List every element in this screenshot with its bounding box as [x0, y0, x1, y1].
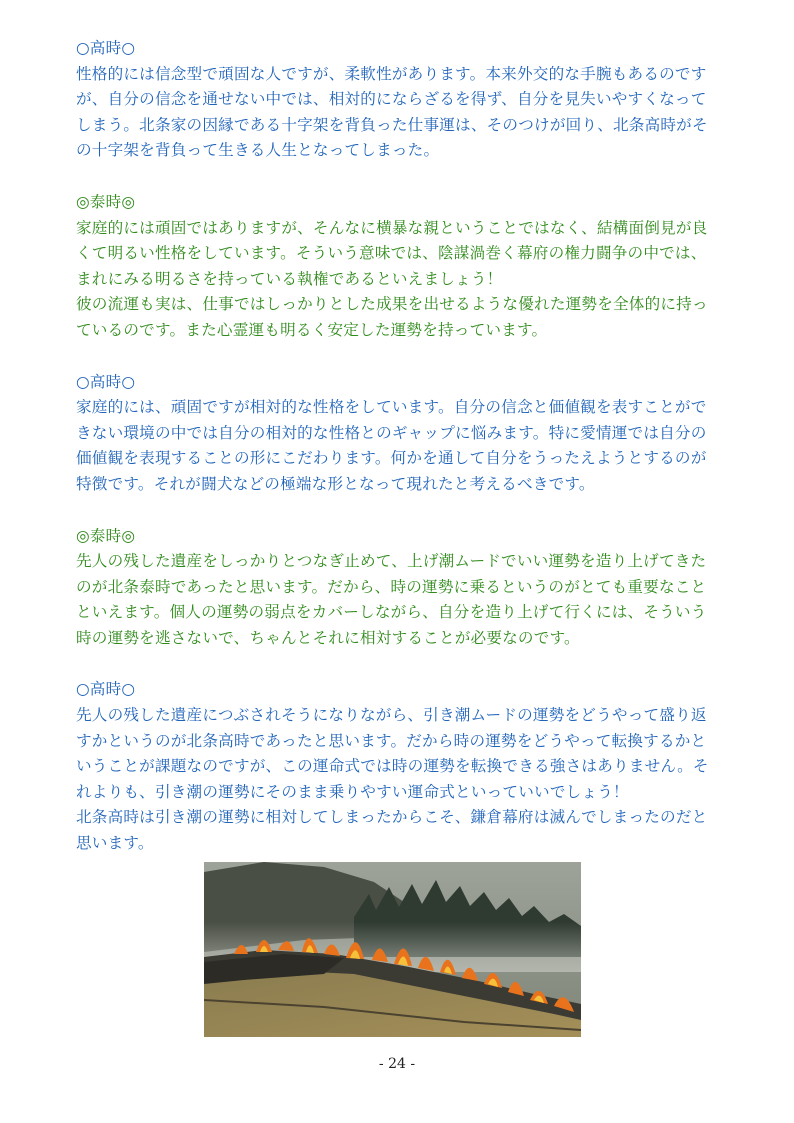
section-yasutoki-fortune: [76, 524, 720, 652]
section-heading: ◎泰時◎: [76, 526, 136, 545]
paragraph-line: 先人の残した遺産につぶされそうになりながら、引き潮ムードの運勢をどうやって盛り返: [76, 706, 707, 725]
section-takatoki-fortune: [76, 677, 720, 856]
paragraph-line: すかというのが北条高時であったと思います。だから時の運勢をどうやって転換するかと: [76, 731, 707, 750]
paragraph-line: くて明るい性格をしています。そういう意味では、陰謀渦巻く幕府の権力闘争の中では、: [76, 244, 707, 263]
section-heading: ○高時○: [76, 372, 136, 391]
paragraph-line: 価値観を表現することの形にこだわります。何かを通して自分をうったえようとするのが: [76, 449, 707, 468]
section-heading: ○高時○: [76, 680, 136, 699]
document-body: [76, 36, 720, 883]
section-yasutoki-family: [76, 190, 720, 344]
paragraph-line: まれにみる明るさを持っている執権であるといえましょう！: [76, 269, 503, 288]
paragraph-line: 思います。: [76, 834, 154, 853]
paragraph-line: 先人の残した遺産をしっかりとつなぎ止めて、上げ潮ムードでいい運勢を造り上げてきた: [76, 552, 707, 571]
paragraph-line: いうことが課題なのですが、この運命式では時の運勢を転換できる強さはありません。そ: [76, 757, 709, 776]
paragraph-line: 彼の流運も実は、仕事ではしっかりとした成果を出せるような優れた運勢を全体的に持っ: [76, 295, 708, 314]
paragraph-line: 家庭的には頑固ではありますが、そんなに横暴な親ということではなく、結構面倒見が良: [76, 218, 708, 237]
paragraph-line: 時の運勢を逃さないで、ちゃんとそれに相対することが必要なのです。: [76, 628, 580, 647]
paragraph-line: 北条高時は引き潮の運勢に相対してしまったからこそ、鎌倉幕府は滅んでしまったのだと: [76, 808, 708, 827]
paragraph-line: といえます。個人の運勢の弱点をカバーしながら、自分を造り上げて行くには、そういう: [76, 603, 707, 622]
paragraph-line: 特徴です。それが闘犬などの極端な形となって現れたと考えるべきです。: [76, 474, 595, 493]
paragraph-line: きない環境の中では自分の相対的な性格とのギャップに悩みます。特に愛情運では自分の: [76, 423, 707, 442]
section-heading: ○高時○: [76, 39, 136, 57]
grass-fire-photo: [204, 862, 581, 1037]
paragraph-line: のが北条泰時であったと思います。だから、時の運勢に乗るというのがとても重要なこと: [76, 577, 707, 596]
paragraph-line: れよりも、引き潮の運勢にそのまま乗りやすい運命式といっていいでしょう！: [76, 782, 629, 801]
paragraph-line: が、自分の信念を通せない中では、相対的にならざるを得ず、自分を見失いやすくなって: [76, 90, 707, 109]
paragraph-line: 家庭的には、頑固ですが相対的な性格をしています。自分の信念と価値観を表すことがで: [76, 398, 707, 417]
paragraph-line: しまう。北条家の因縁である十字架を背負った仕事運は、そのつけが回り、北条高時がそ: [76, 115, 708, 134]
grass-fire-illustration: [204, 862, 581, 1037]
section-takatoki-family: [76, 370, 720, 498]
section-takatoki-personality: [76, 36, 720, 164]
section-heading: ◎泰時◎: [76, 192, 136, 211]
paragraph-line: ているのです。また心霊運も明るく安定した運勢を持っています。: [76, 320, 548, 339]
paragraph-line: 性格的には信念型で頑固な人ですが、柔軟性があります。本来外交的な手腕もあるのです: [76, 64, 707, 83]
page-number: - 24 -: [378, 1056, 416, 1072]
paragraph-line: の十字架を背負って生きる人生となってしまった。: [76, 141, 440, 160]
